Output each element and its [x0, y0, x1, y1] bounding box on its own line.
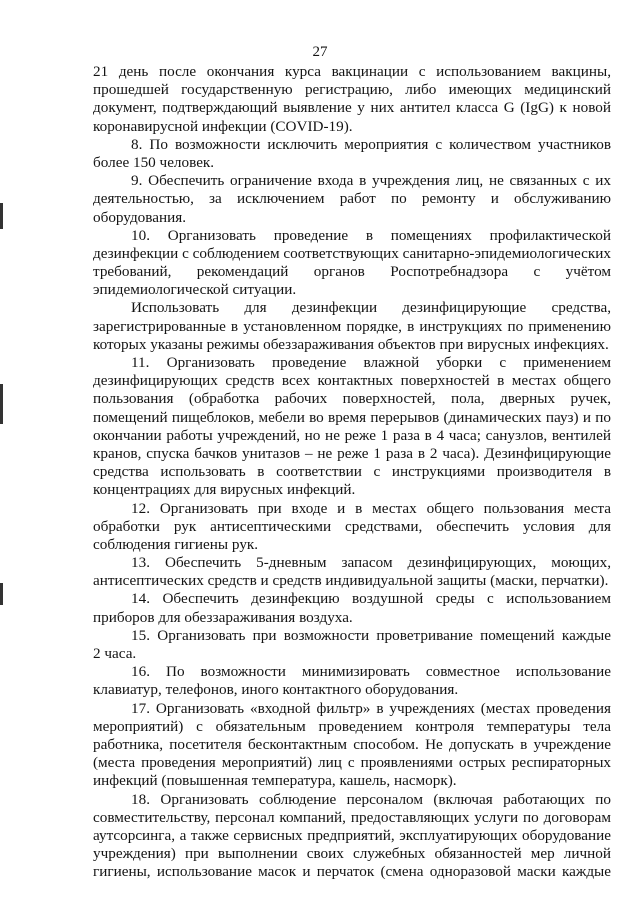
- text-line: соблюдения гигиены рук.: [93, 535, 259, 553]
- text-line: 9. Обеспечить ограничение входа в учреждения лиц, не связанных с их: [131, 172, 611, 190]
- text-line: мероприятий) с обязательным проведением контроля температуры тела: [93, 717, 611, 735]
- text-line: приборов для обеззараживания воздуха.: [93, 608, 353, 626]
- text-line: коронавирусной инфекции (COVID-19).: [93, 117, 353, 135]
- text-line: 2 часа.: [93, 645, 137, 662]
- text-line: 14. Обеспечить дезинфекцию воздушной среды с использованием: [131, 590, 611, 608]
- text-line: 11. Организовать проведение влажной уборки с применением: [131, 354, 611, 371]
- text-line: 21 день после окончания курса вакцинации с использованием вакцины,: [93, 63, 611, 80]
- text-line: 17. Организовать «входной фильтр» в учреждениях (местах проведения: [131, 699, 611, 717]
- text-line: помещений пищеблоков, мебели во время перерывов (динамических пауз) и по: [93, 408, 611, 426]
- text-line: 13. Обеспечить 5-дневным запасом дезинфицирующих, моющих,: [131, 554, 611, 572]
- text-line: обработки рук антисептическими средствами, обеспечить условия для: [93, 517, 611, 535]
- text-line: дезинфекции с соблюдением соответствующих санитарно-эпидемиологических: [93, 244, 611, 262]
- text-line: клавиатур, телефонов, иного контактного оборудования.: [93, 681, 459, 699]
- scan-edge-mark: [0, 384, 3, 424]
- text-line: которых указаны режимы обеззараживания объектов при вирусных инфекциях.: [93, 335, 609, 353]
- text-line: антисептических средств и средств индивидуальной защиты (маски, перчатки).: [93, 572, 609, 590]
- text-line: 15. Организовать при возможности проветривание помещений каждые: [131, 626, 611, 644]
- text-line: зарегистрированные в установленном порядке, в инструкциях по применению: [93, 317, 611, 335]
- text-line: прошедшей государственную регистрацию, либо имеющих медицинский: [93, 81, 611, 99]
- text-line: совместительству, персонал компаний, предоставляющих услуги по договорам: [93, 808, 611, 826]
- text-line: аутсорсинга, а также сервисных предприятий, эксплуатирующих оборудование: [93, 826, 611, 844]
- text-line: 10. Организовать проведение в помещениях профилактической: [131, 226, 611, 244]
- text-line: требований, рекомендаций органов Роспотребнадзора с учётом: [93, 263, 611, 281]
- scan-edge-mark: [0, 203, 3, 229]
- text-line: оборудования.: [93, 208, 187, 226]
- text-line: гигиены, использование масок и перчаток (смена одноразовой маски каждые: [93, 863, 611, 881]
- text-line: окончании работы учреждений, но не реже 1 раза в 4 часа; санузлов, вентилей: [93, 426, 611, 444]
- text-line: 8. По возможности исключить мероприятия с количеством участников: [131, 135, 611, 153]
- text-line: 18. Организовать соблюдение персоналом (включая работающих по: [131, 790, 611, 808]
- body-text: [93, 63, 611, 881]
- text-line: пользования (обработка рабочих поверхностей, пола, дверных ручек,: [93, 390, 611, 408]
- scan-edge-mark: [0, 583, 3, 605]
- text-line: концентрациях для вирусных инфекций.: [93, 481, 356, 499]
- text-line: работника, посетителя бесконтактным способом. Не допускать в учреждение: [93, 735, 611, 753]
- text-line: инфекций (повышенная температура, кашель, насморк).: [93, 772, 457, 790]
- text-line: 12. Организовать при входе и в местах общего пользования места: [131, 499, 611, 517]
- text-line: эпидемиологической ситуации.: [93, 281, 297, 299]
- text-line: Использовать для дезинфекции дезинфицирующие средства,: [131, 299, 611, 317]
- text-line: 16. По возможности минимизировать совместное использование: [131, 663, 611, 681]
- page-number: 27: [312, 44, 328, 60]
- text-line: деятельностью, за исключением работ по ремонту и обслуживанию: [93, 190, 611, 208]
- text-line: кранов, спуска бачков унитазов – не реже 1 раза в 2 часа). Дезинфицирующие: [93, 444, 611, 462]
- text-line: средства использовать в соответствии с инструкциями производителя в: [93, 463, 611, 481]
- text-line: более 150 человек.: [93, 153, 215, 171]
- text-line: документ, подтверждающий выявление у них антител класса G (IgG) к новой: [93, 99, 611, 117]
- text-line: учреждения) при выполнении своих служебных обязанностей мер личной: [93, 845, 611, 863]
- text-line: дезинфицирующих средств всех контактных поверхностей в местах общего: [93, 372, 611, 390]
- text-line: (места проведения мероприятий) лиц с проявлениями острых респираторных: [93, 754, 611, 772]
